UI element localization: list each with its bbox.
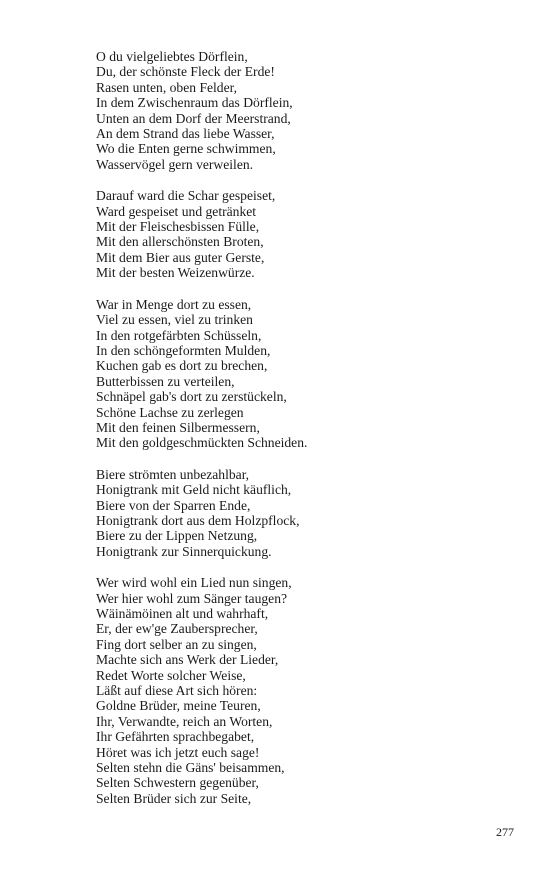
poem-line: Selten stehn die Gäns' beisammen,: [96, 760, 285, 776]
poem-line: Biere zu der Lippen Netzung,: [96, 528, 258, 544]
poem-line: Machte sich ans Werk der Lieder,: [96, 652, 279, 668]
poem-line: Mit der besten Weizenwürze.: [96, 265, 255, 281]
poem-line: Honigtrank zur Sinnerquickung.: [96, 543, 272, 559]
poem-line: Kuchen gab es dort zu brechen,: [96, 358, 268, 374]
poem-line: Wer hier wohl zum Sänger taugen?: [96, 590, 288, 606]
poem-line: Er, der ew'ge Zaubersprecher,: [96, 621, 258, 637]
poem-line: Läßt auf diese Art sich hören:: [96, 683, 258, 699]
poem-line: Wer wird wohl ein Lied nun singen,: [96, 575, 292, 591]
poem-line: Viel zu essen, viel zu trinken: [96, 312, 253, 328]
poem-line: Ihr, Verwandte, reich an Worten,: [96, 713, 273, 729]
poem-line: Selten Schwestern gegenüber,: [96, 775, 259, 791]
stanza: [96, 49, 516, 172]
poem-line: In dem Zwischenraum das Dörflein,: [96, 95, 293, 111]
poem-line: Fing dort selber an zu singen,: [96, 636, 257, 652]
poem-line: War in Menge dort zu essen,: [96, 296, 252, 312]
poem-line: Biere von der Sparren Ende,: [96, 497, 251, 513]
poem-line: Unten an dem Dorf der Meerstrand,: [96, 110, 291, 126]
poem-line: Honigtrank mit Geld nicht käuflich,: [96, 482, 292, 498]
poem-line: Höret was ich jetzt euch sage!: [96, 744, 260, 760]
poem-line: Selten Brüder sich zur Seite,: [96, 790, 252, 806]
poem-line: O du vielgeliebtes Dörflein,: [96, 49, 248, 64]
poem-line: Ward gespeiset und getränket: [96, 203, 257, 219]
poem-text: [96, 49, 516, 822]
poem-line: Schnäpel gab's dort zu zerstückeln,: [96, 389, 287, 405]
poem-line: Ihr Gefährten sprachbegabet,: [96, 729, 255, 745]
poem-line: Rasen unten, oben Felder,: [96, 79, 238, 95]
poem-line: Mit den goldgeschmückten Schneiden.: [96, 435, 308, 451]
stanza: [96, 188, 516, 280]
poem-line: An dem Strand das liebe Wasser,: [96, 126, 275, 142]
poem-line: Mit der Fleischesbissen Fülle,: [96, 219, 260, 235]
poem-line: Mit den feinen Silbermessern,: [96, 419, 260, 435]
poem-line: Mit den allerschönsten Broten,: [96, 234, 264, 250]
stanza: [96, 575, 516, 806]
poem-line: Goldne Brüder, meine Teuren,: [96, 698, 261, 714]
poem-line: Wasservögel gern verweilen.: [96, 156, 254, 172]
poem-line: Wäinämöinen alt und wahrhaft,: [96, 606, 269, 621]
poem-line: In den rotgefärbten Schüsseln,: [96, 327, 262, 343]
poem-line: Mit dem Bier aus guter Gerste,: [96, 249, 265, 265]
poem-line: Butterbissen zu verteilen,: [96, 373, 235, 389]
poem-line: Honigtrank dort aus dem Holzpflock,: [96, 512, 300, 528]
page-number: 277: [496, 825, 514, 839]
poem-line: Du, der schönste Fleck der Erde!: [96, 64, 275, 80]
stanza: [96, 297, 516, 451]
poem-line: Schöne Lachse zu zerlegen: [96, 404, 244, 420]
poem-line: Wo die Enten gerne schwimmen,: [96, 141, 276, 157]
stanza: [96, 467, 516, 559]
poem-line: In den schöngeformten Mulden,: [96, 342, 271, 358]
poem-line: Biere strömten unbezahlbar,: [96, 466, 250, 482]
poem-line: Redet Worte solcher Weise,: [96, 667, 246, 683]
poem-line: Darauf ward die Schar gespeiset,: [96, 188, 276, 204]
